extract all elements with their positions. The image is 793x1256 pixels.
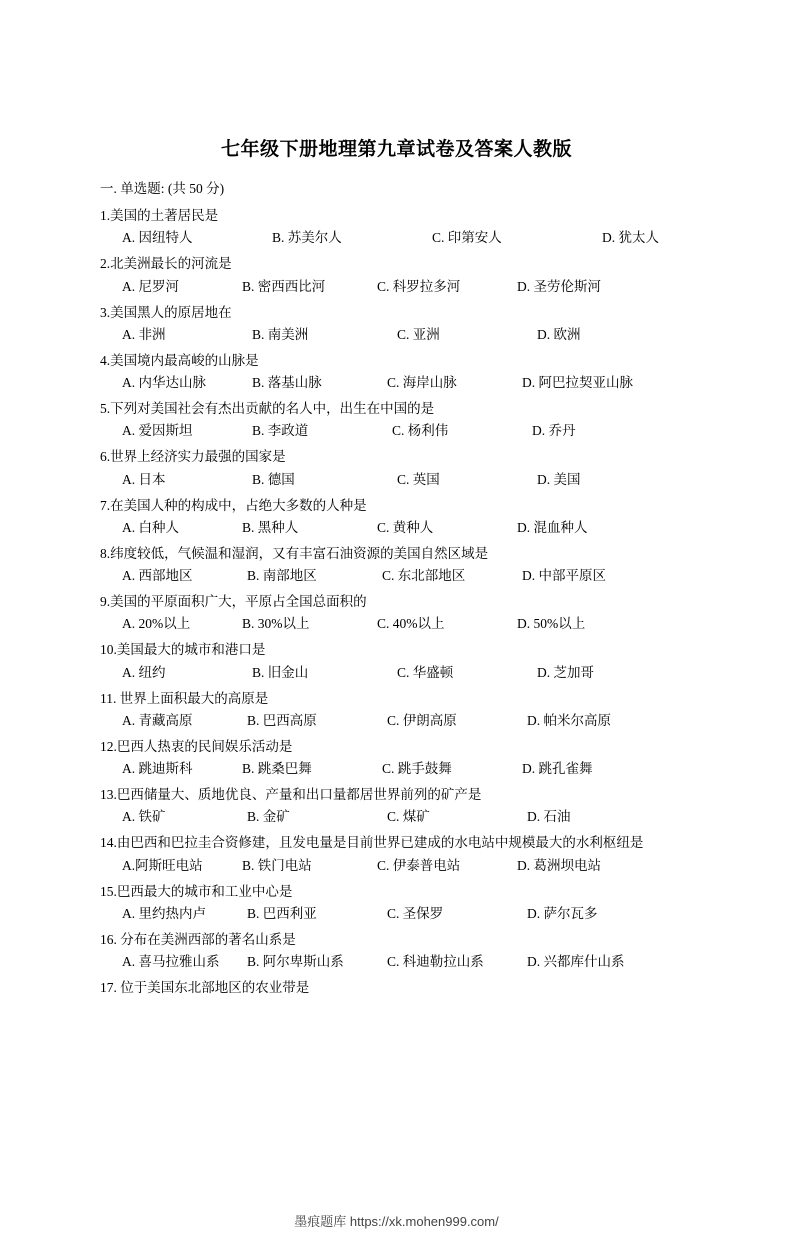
option-row: [122, 904, 701, 923]
option-row: [122, 277, 701, 296]
question-block: [92, 689, 701, 730]
option-row: [122, 807, 701, 826]
question-block: [92, 303, 701, 344]
option-choice[interactable]: C. 华盛顿: [397, 664, 454, 680]
option-choice[interactable]: D. 50%以上: [517, 616, 586, 632]
question-stem: 10.美国最大的城市和港口是: [100, 642, 266, 658]
question-stem: 12.巴西人热衷的民间娱乐活动是: [100, 738, 293, 754]
question-stem: 9.美国的平原面积广大，平原占全国总面积的: [100, 594, 367, 609]
option-choice[interactable]: C. 跳手鼓舞: [382, 761, 452, 776]
option-row: [122, 952, 701, 971]
option-choice[interactable]: D. 石油: [527, 809, 571, 825]
option-choice[interactable]: D. 中部平原区: [522, 568, 606, 583]
option-row: [122, 470, 701, 489]
option-choice[interactable]: C. 伊朗高原: [387, 712, 457, 728]
question-stem: 2.北美洲最长的河流是: [100, 256, 232, 272]
option-choice[interactable]: D. 混血种人: [517, 519, 588, 535]
option-choice[interactable]: A. 纽约: [122, 664, 166, 680]
option-choice[interactable]: B. 阿尔卑斯山系: [247, 954, 344, 969]
option-choice[interactable]: B. 跳桑巴舞: [242, 761, 312, 776]
option-choice[interactable]: C. 杨利伟: [392, 423, 449, 439]
option-choice[interactable]: B. 巴西利亚: [247, 905, 317, 921]
question-block: [92, 496, 701, 537]
option-choice[interactable]: D. 阿巴拉契亚山脉: [522, 375, 633, 390]
question-stem: 13.巴西储量大、质地优良、产量和出口量都居世界前列的矿产是: [100, 787, 482, 802]
option-choice[interactable]: A. 尼罗河: [122, 278, 179, 294]
question-stem: 17. 位于美国东北部地区的农业带是: [100, 980, 310, 995]
option-row: [122, 228, 701, 247]
option-choice[interactable]: D. 跳孔雀舞: [522, 761, 593, 776]
question-block: [92, 544, 701, 585]
option-choice[interactable]: D. 乔丹: [532, 423, 576, 439]
option-choice[interactable]: B. 30%以上: [242, 616, 310, 632]
question-block: [92, 737, 701, 778]
option-choice[interactable]: B. 巴西高原: [247, 712, 317, 728]
option-choice[interactable]: B. 落基山脉: [252, 375, 322, 390]
option-choice[interactable]: D. 帕米尔高原: [527, 712, 611, 728]
option-row: [122, 856, 701, 875]
option-choice[interactable]: B. 旧金山: [252, 664, 309, 680]
question-stem: 1.美国的土著居民是: [100, 208, 219, 223]
option-choice[interactable]: C. 黄种人: [377, 519, 434, 535]
question-block: [92, 640, 701, 681]
option-choice[interactable]: A. 里约热内卢: [122, 905, 206, 921]
option-choice[interactable]: D. 芝加哥: [537, 664, 594, 680]
option-row: [122, 421, 701, 440]
question-block: [92, 785, 701, 826]
question-stem: 11. 世界上面积最大的高原是: [100, 690, 269, 706]
option-choice[interactable]: B. 黑种人: [242, 519, 299, 535]
option-choice[interactable]: B. 南美洲: [252, 326, 309, 342]
option-choice[interactable]: A.阿斯旺电站: [122, 857, 203, 873]
document-page: [0, 134, 793, 1256]
option-choice[interactable]: C. 煤矿: [387, 809, 430, 825]
question-stem: 15.巴西最大的城市和工业中心是: [100, 883, 293, 899]
option-choice[interactable]: C. 英国: [397, 471, 440, 487]
question-block: [92, 978, 701, 998]
option-row: [122, 373, 701, 392]
question-stem: 5.下列对美国社会有杰出贡献的名人中，出生在中国的是: [100, 401, 435, 416]
option-row: [122, 614, 701, 633]
option-choice[interactable]: A. 铁矿: [122, 809, 166, 825]
question-list: [92, 206, 701, 998]
option-choice[interactable]: D. 兴都库什山系: [527, 954, 625, 969]
option-choice[interactable]: A. 白种人: [122, 519, 179, 535]
section-heading: 一. 单选题: (共 50 分): [100, 181, 225, 196]
option-choice[interactable]: C. 亚洲: [397, 326, 440, 342]
question-block: [92, 351, 701, 392]
question-stem: 7.在美国人种的构成中，占绝大多数的人种是: [100, 497, 367, 513]
option-choice[interactable]: A. 青藏高原: [122, 712, 193, 728]
option-choice[interactable]: D. 葛洲坝电站: [517, 857, 601, 873]
question-stem: 14.由巴西和巴拉圭合资修建，且发电量是目前世界已建成的水电站中规模最大的水利枢纽是: [100, 835, 644, 851]
option-choice[interactable]: C. 东北部地区: [382, 568, 466, 583]
question-block: [92, 930, 701, 971]
option-row: [122, 325, 701, 344]
option-choice[interactable]: B. 苏美尔人: [272, 230, 342, 246]
question-block: [92, 399, 701, 440]
option-choice[interactable]: D. 圣劳伦斯河: [517, 278, 601, 294]
footer-watermark: 墨痕题库 https://xk.mohen999.com/: [294, 1214, 499, 1229]
question-block: [92, 206, 701, 247]
option-choice[interactable]: B. 密西西比河: [242, 278, 326, 294]
option-choice[interactable]: A. 喜马拉雅山系: [122, 954, 220, 969]
option-choice[interactable]: C. 科罗拉多河: [377, 278, 461, 294]
option-choice[interactable]: D. 萨尔瓦多: [527, 905, 598, 921]
option-choice[interactable]: C. 科迪勒拉山系: [387, 954, 484, 969]
question-block: [92, 833, 701, 874]
question-block: [92, 882, 701, 923]
option-row: [122, 566, 701, 585]
question-block: [92, 447, 701, 488]
option-choice[interactable]: C. 印第安人: [432, 230, 502, 246]
option-choice[interactable]: D. 美国: [537, 471, 581, 487]
option-choice[interactable]: B. 李政道: [252, 423, 309, 439]
option-row: [122, 663, 701, 682]
question-stem: 6.世界上经济实力最强的国家是: [100, 449, 286, 465]
question-stem: 16. 分布在美洲西部的著名山系是: [100, 931, 296, 947]
option-choice[interactable]: A. 爱因斯坦: [122, 423, 193, 439]
option-choice[interactable]: A. 日本: [122, 471, 166, 487]
option-row: [122, 518, 701, 537]
option-choice[interactable]: A. 跳迪斯科: [122, 761, 193, 776]
option-row: [122, 759, 701, 778]
option-choice[interactable]: B. 铁门电站: [242, 857, 312, 873]
option-row: [122, 711, 701, 730]
option-choice[interactable]: C. 40%以上: [377, 616, 445, 632]
option-choice[interactable]: A. 内华达山脉: [122, 375, 206, 390]
option-choice[interactable]: C. 圣保罗: [387, 905, 444, 921]
option-choice[interactable]: D. 欧洲: [537, 326, 581, 342]
option-choice[interactable]: B. 南部地区: [247, 568, 317, 583]
option-choice[interactable]: A. 非洲: [122, 326, 166, 342]
option-choice[interactable]: B. 德国: [252, 471, 295, 487]
question-stem: 8.纬度较低，气候温和湿润，又有丰富石油资源的美国自然区域是: [100, 545, 489, 561]
question-block: [92, 254, 701, 295]
page-title: 七年级下册地理第九章试卷及答案人教版: [220, 139, 572, 160]
option-choice[interactable]: A. 20%以上: [122, 616, 191, 632]
option-choice[interactable]: C. 伊泰普电站: [377, 857, 461, 873]
option-choice[interactable]: C. 海岸山脉: [387, 375, 457, 390]
option-choice[interactable]: A. 因纽特人: [122, 230, 193, 246]
question-block: [92, 592, 701, 633]
question-stem: 3.美国黑人的原居地在: [100, 304, 232, 320]
question-stem: 4.美国境内最高峻的山脉是: [100, 352, 259, 368]
option-choice[interactable]: D. 犹太人: [602, 230, 659, 246]
option-choice[interactable]: B. 金矿: [247, 809, 290, 825]
option-choice[interactable]: A. 西部地区: [122, 568, 193, 583]
